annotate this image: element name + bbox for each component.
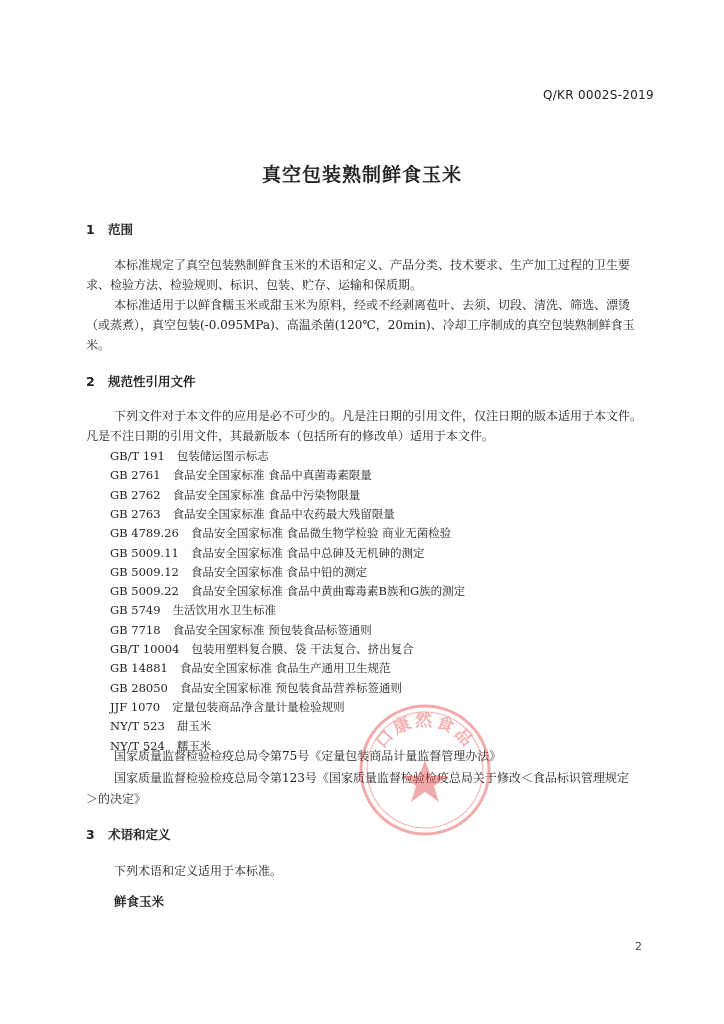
section-number: 1 [86,222,95,237]
reference-item [110,504,395,524]
section-number: 2 [86,374,95,389]
reference-item [110,485,360,505]
reference-title: 食品安全国家标准 食品中农药最大残留限量 [172,506,395,521]
reference-title: 定量包装商品净含量计量检验规则 [172,699,345,714]
reference-code: GB 4789.26 [110,526,179,541]
reference-code: GB 5749 [110,603,161,618]
reference-code: NY/T 524 [110,738,165,753]
reference-item [110,658,391,678]
page-title: 真空包装熟制鲜食玉米 [261,164,462,186]
reference-title: 食品安全国家标准 食品中污染物限量 [172,487,361,502]
reference-item [110,600,276,620]
reference-title: 食品安全国家标准 预包装食品标签通则 [172,622,372,637]
decree-123-line: ＞的决定》 [86,792,147,806]
document-number: Q/KR 0002S-2019 [542,88,654,102]
paragraph-line: （或蒸煮），真空包装(-0.095MPa)、高温杀菌(120℃，20min)、冷却工序制成的真空包装熟制鲜食玉 [86,318,635,332]
term-heading: 鲜食玉米 [114,894,165,909]
section-3-heading [86,825,171,843]
reference-item [110,523,451,543]
reference-item [110,716,211,736]
paragraph-line: 本标准规定了真空包装熟制鲜食玉米的术语和定义、产品分类、技术要求、生产加工过程的卫生要 [114,258,631,272]
reference-code: GB/T 191 [110,449,165,463]
reference-title: 包装用塑料复合膜、袋 干法复合、挤出复合 [191,642,414,656]
reference-code: GB 7718 [110,622,161,637]
reference-item [110,581,465,601]
reference-title: 包装储运图示标志 [176,449,269,463]
section-title: 范围 [108,222,134,237]
paragraph-line: 本标准适用于以鲜食糯玉米或甜玉米为原料，经或不经剥离苞叶、去须、切段、清洗、筛选、漂烫 [114,298,631,312]
section-title: 术语和定义 [108,827,171,842]
section-title: 规范性引用文件 [108,374,196,389]
reference-item [110,446,269,466]
seal-text: 口康然食品 [371,711,479,753]
reference-title: 甜玉米 [176,719,212,734]
decree-123-line: 国家质量监督检验检疫总局令第123号《国家质量监督检验检疫总局关于修改＜食品标识管理规定 [114,771,629,785]
reference-title: 食品安全国家标准 预包装食品营养标签通则 [179,680,403,695]
reference-title: 糯玉米 [176,738,212,753]
reference-title: 食品安全国家标准 食品中真菌毒素限量 [172,468,372,483]
reference-code: GB 5009.22 [110,584,179,599]
reference-title: 生活饮用水卫生标准 [172,603,277,618]
paragraph-line: 米。 [86,338,111,352]
reference-item [110,465,372,485]
reference-title: 食品安全国家标准 食品中黄曲霉毒素B族和G族的测定 [190,584,466,599]
reference-code: NY/T 523 [110,719,165,734]
reference-code: GB/T 10004 [110,642,180,656]
reference-code: GB 5009.12 [110,564,179,579]
section-1-heading [86,220,133,238]
reference-code: GB 14881 [110,661,168,676]
reference-title: 食品安全国家标准 食品微生物学检验 商业无菌检验 [190,526,452,541]
reference-item [110,639,414,659]
section-2-heading [86,372,196,390]
reference-code: JJF 1070 [110,699,161,714]
paragraph-line: 凡是不注日期的引用文件，其最新版本（包括所有的修改单）适用于本文件。 [86,429,495,443]
reference-code: GB 2761 [110,468,161,483]
reference-item [110,543,425,563]
reference-code: GB 5009.11 [110,545,179,560]
paragraph-line: 求、检验方法、检验规则、标识、包装、贮存、运输和保质期。 [86,278,423,292]
reference-title: 食品安全国家标准 食品中总砷及无机砷的测定 [190,545,425,560]
paragraph-line: 下列术语和定义适用于本标准。 [114,864,283,878]
seal-star-icon [402,760,448,802]
paragraph-line: 下列文件对于本文件的应用是必不可少的。凡是注日期的引用文件，仅注日期的版本适用于本文件。 [114,409,643,423]
company-seal-stamp [355,700,495,840]
reference-code: GB 2763 [110,506,161,521]
decree-75: 国家质量监督检验检疫总局令第75号《定量包装商品计量监督管理办法》 [114,749,502,763]
reference-code: GB 2762 [110,487,161,502]
reference-item [110,697,345,717]
reference-code: GB 28050 [110,680,168,695]
reference-item [110,562,367,582]
reference-title: 食品安全国家标准 食品中铅的测定 [190,564,368,579]
page-number: 2 [635,940,642,953]
section-number: 3 [86,827,95,842]
reference-item [110,620,372,640]
reference-item [110,678,402,698]
reference-title: 食品安全国家标准 食品生产通用卫生规范 [179,661,391,676]
